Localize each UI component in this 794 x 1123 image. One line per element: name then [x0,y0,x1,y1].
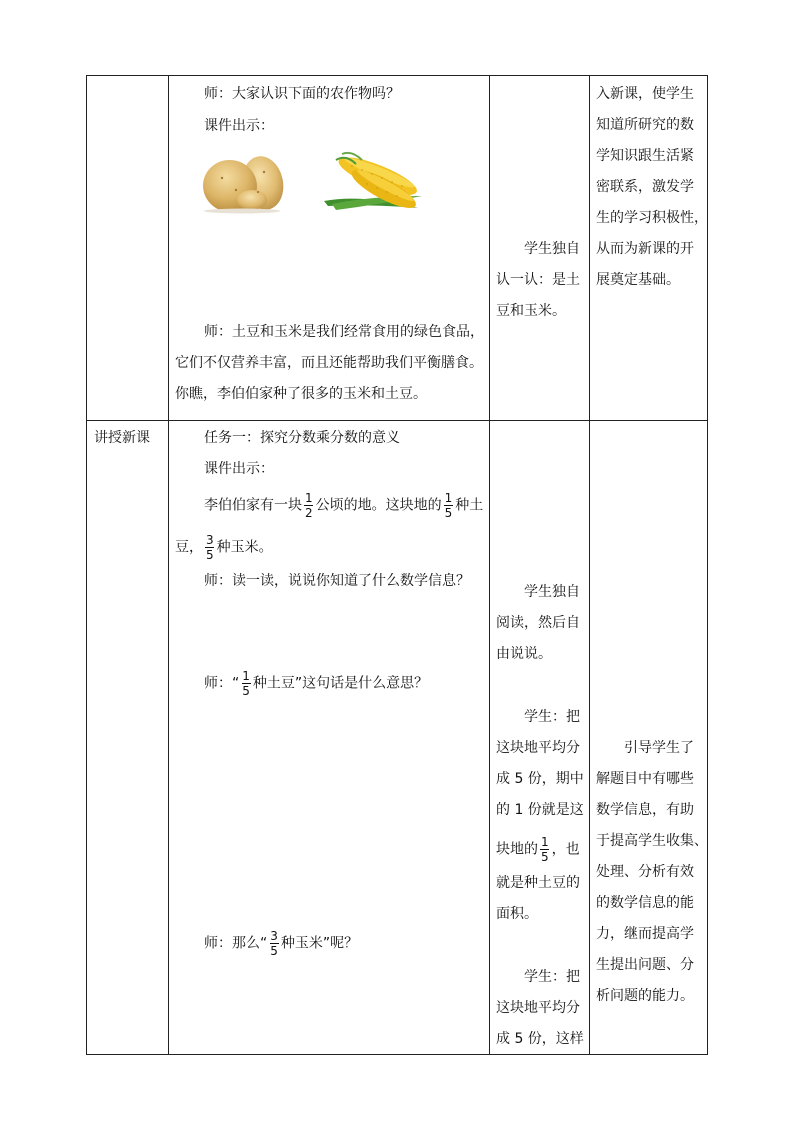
problem-text: 李伯伯家有一块 [204,497,302,514]
task-title: 任务一：探究分数乘分数的意义 [204,430,400,446]
design-line: 生的学习积极性， [596,210,708,226]
design-line: 生提出问题、分 [596,957,694,973]
fraction-fifth [540,836,550,863]
design-line: 密联系，激发学 [596,179,694,195]
design-line: 学知识跟生活紧 [596,148,694,164]
col-divider-3 [589,75,590,1055]
fraction-numerator: 1 [305,491,313,505]
fraction-three-fifths [269,930,279,957]
teacher-line: 你瞧，李伯伯家种了很多的玉米和土豆。 [175,386,427,402]
fraction-denominator: 2 [305,506,313,520]
question-text: 种土豆”这句话是什么意思？ [252,675,429,692]
col-divider-2 [489,75,490,1055]
problem-text: 种土 [455,497,484,514]
student-line: 学生：把 [524,709,580,725]
fraction-numerator: 3 [206,533,214,547]
fraction-half [304,492,314,519]
question-text: 师：那么“ [204,935,268,952]
design-line: 力，继而提高学 [596,926,694,942]
student-line: 的 1 份就是这 [496,802,584,818]
design-line: 数学信息，有助 [596,802,694,818]
teacher-line: 它们不仅营养丰富，而且还能帮助我们平衡膳食。 [175,355,483,371]
table-left-border [86,75,87,1055]
design-line: 引导学生了 [624,740,694,756]
fraction-denominator: 5 [444,506,453,520]
teacher-question: 师：读一读，说说你知道了什么数学信息？ [204,573,470,589]
teacher-question [204,670,428,697]
fraction-fifth [241,670,251,697]
problem-line [175,534,273,561]
fraction-numerator: 1 [541,835,549,849]
teacher-line: 课件出示： [204,118,274,134]
fraction-numerator: 1 [444,491,453,505]
student-line: 成 5 份，期中 [496,771,584,787]
problem-text: 种玉米。 [216,539,273,556]
row-divider [86,420,708,421]
design-line: 解题目中有哪些 [596,771,694,787]
problem-text: 豆， [175,539,203,556]
fraction-denominator: 5 [541,850,549,864]
design-line: 的数学信息的能 [596,895,694,911]
fraction-numerator: 3 [270,929,278,943]
fraction-fifth [444,492,454,519]
student-line: 学生独自 [524,241,580,257]
student-line: 面积。 [496,906,538,922]
design-line: 知道所研究的数 [596,117,694,133]
potato-image [200,148,286,214]
problem-text: 公顷的地。这块地的 [315,497,442,514]
fraction-denominator: 5 [270,944,278,958]
fraction-denominator: 5 [206,548,214,562]
table-bottom-border [86,1054,708,1055]
corn-image [322,146,426,214]
student-line: 这块地平均分 [496,740,580,756]
section-label: 讲授新课 [94,430,150,446]
student-text: ，也 [551,841,580,858]
design-line: 从而为新课的开 [596,241,694,257]
teacher-line: 师：大家认识下面的农作物吗？ [204,86,400,102]
teacher-question [204,930,358,957]
student-line [496,836,580,863]
problem-line [204,492,483,519]
student-line: 这块地平均分 [496,1000,580,1016]
design-line: 入新课，使学生 [596,86,694,102]
student-line: 阅读，然后自 [496,615,580,631]
teacher-line: 师：土豆和玉米是我们经常食用的绿色食品， [204,324,484,340]
student-line: 认一认：是土 [496,272,580,288]
table-top-border [86,75,708,76]
design-line: 于提高学生收集、 [596,833,708,849]
col-divider-1 [168,75,169,1055]
student-line: 就是种土豆的 [496,875,580,891]
student-text: 块地的 [496,841,538,858]
fraction-numerator: 1 [242,669,250,683]
student-line: 豆和玉米。 [496,303,566,319]
fraction-three-fifths [205,534,215,561]
fraction-denominator: 5 [242,684,250,698]
design-line: 处理、分析有效 [596,864,694,880]
student-line: 由说说。 [496,646,552,662]
question-text: 师：“ [204,675,240,692]
design-line: 析问题的能力。 [596,988,694,1004]
design-line: 展奠定基础。 [596,272,680,288]
student-line: 学生独自 [524,584,580,600]
question-text: 种玉米”呢？ [280,935,359,952]
student-line: 学生：把 [524,969,580,985]
teacher-line: 课件出示： [204,461,274,477]
student-line: 成 5 份，这样 [496,1031,584,1047]
